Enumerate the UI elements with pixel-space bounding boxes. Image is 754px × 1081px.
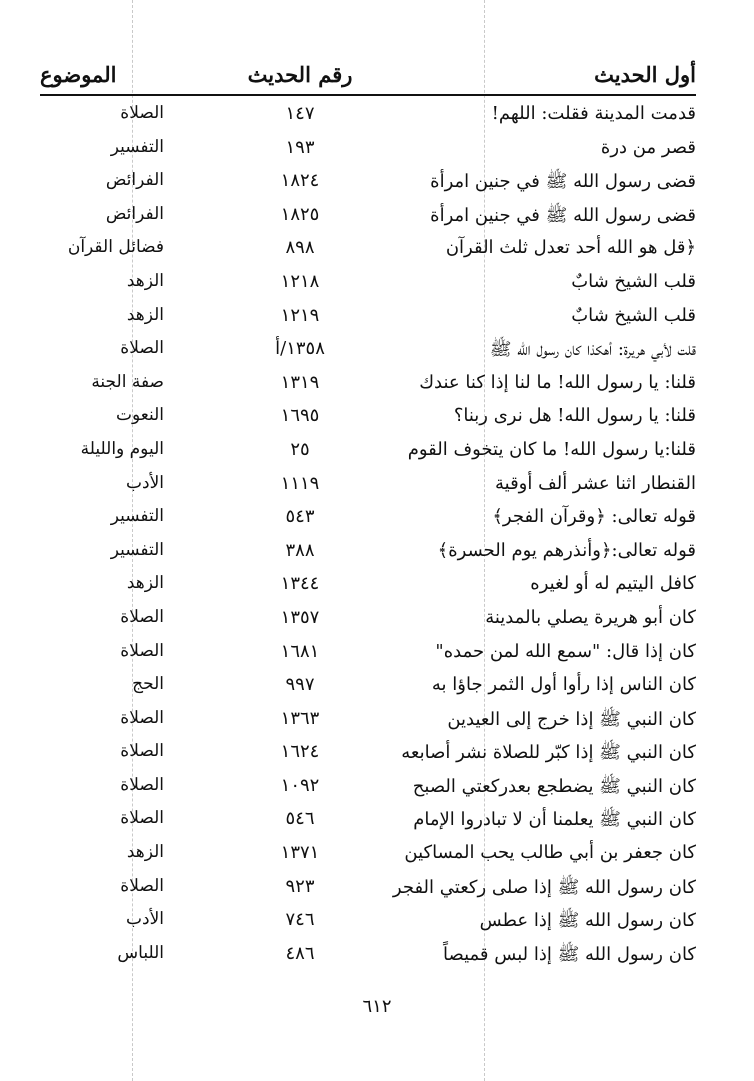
hadith-topic: الصلاة: [120, 606, 164, 627]
hadith-topic: الفرائض: [105, 203, 164, 224]
table-row: [30, 165, 724, 199]
hadith-topic: الصلاة: [120, 774, 164, 795]
hadith-topic: النعوت: [115, 405, 164, 426]
hadith-topic: الصلاة: [120, 808, 164, 829]
hadith-beginning: كان الناس إذا رأوا أول الثمر جاؤا به: [431, 674, 696, 696]
header-divider: [40, 94, 696, 96]
hadith-topic: فضائل القرآن: [67, 237, 164, 258]
hadith-beginning: قضى رسول الله ﷺ في جنين امرأة: [430, 171, 696, 193]
hadith-beginning: كان رسول الله ﷺ إذا عطس: [479, 910, 696, 932]
hadith-beginning: كان إذا قال: "سمع الله لمن حمده": [435, 640, 696, 662]
hadith-beginning: قوله تعالى: ﴿وقرآن الفجر﴾: [492, 506, 696, 528]
hadith-topic: الصلاة: [120, 103, 164, 123]
hadith-topic: الفرائض: [105, 170, 164, 191]
hadith-beginning: قلب الشيخ شابٌ: [571, 270, 696, 292]
hadith-number: ١٣٦٣: [280, 707, 320, 729]
hadith-beginning: قلنا: يا رسول الله! هل نرى ربنا؟: [453, 405, 696, 427]
header-hadith-number: رقم الحديث: [247, 62, 353, 87]
table-row: [30, 232, 724, 266]
hadith-topic: الزهد: [126, 573, 164, 594]
header-hadith-beginning: أول الحديث: [594, 62, 696, 87]
hadith-number: ٥٤٦: [285, 808, 315, 830]
hadith-number: ١٦٢٤: [280, 741, 320, 763]
hadith-beginning: كان النبي ﷺ إذا كبّر للصلاة نشر أصابعه: [401, 742, 696, 764]
hadith-beginning: كان أبو هريرة يصلي بالمدينة: [485, 606, 696, 628]
index-table: [30, 98, 724, 971]
hadith-number: ١٣١٩: [280, 371, 320, 393]
table-row: [30, 871, 724, 905]
hadith-number: ١٣٧١: [280, 842, 320, 864]
header-topic: الموضوع: [40, 62, 117, 87]
hadith-beginning: قضى رسول الله ﷺ في جنين امرأة: [430, 204, 696, 226]
table-row: [30, 468, 724, 502]
hadith-topic: الزهد: [126, 842, 164, 863]
table-row: [30, 400, 724, 434]
hadith-topic: الصلاة: [120, 707, 164, 728]
hadith-number: ١٦٩٥: [280, 405, 320, 427]
hadith-number: ٥٤٣: [285, 506, 315, 528]
table-row: [30, 367, 724, 401]
table-row: [30, 669, 724, 703]
table-row: [30, 803, 724, 837]
hadith-topic: التفسير: [110, 136, 164, 157]
hadith-beginning: القنطار اثنا عشر ألف أوقية: [494, 472, 696, 494]
hadith-number: ١٨٢٥: [280, 203, 320, 225]
hadith-number: ٤٨٦: [285, 942, 315, 964]
table-row: [30, 602, 724, 636]
hadith-beginning: قلنا: يا رسول الله! ما لنا إذا كنا عندك: [419, 371, 696, 393]
hadith-topic: اللباس: [117, 942, 164, 963]
table-row: [30, 132, 724, 166]
hadith-topic: الصلاة: [120, 875, 164, 896]
hadith-number: ٩٢٣: [285, 875, 315, 897]
hadith-beginning: قوله تعالى:﴿وأنذرهم يوم الحسرة﴾: [437, 539, 696, 561]
hadith-number: ٨٩٨: [285, 237, 315, 259]
hadith-number: ١٩٣: [285, 136, 315, 158]
hadith-beginning: كان رسول الله ﷺ إذا لبس قميصاً: [442, 943, 696, 965]
table-row: [30, 199, 724, 233]
hadith-topic: اليوم والليلة: [80, 438, 164, 459]
hadith-topic: الحج: [132, 674, 164, 695]
hadith-number: ١٣٥٨/أ: [275, 338, 325, 360]
hadith-number: ٧٤٦: [285, 909, 315, 931]
hadith-number: ٣٨٨: [285, 539, 315, 561]
hadith-beginning: كافل اليتيم له أو لغيره: [530, 573, 696, 595]
hadith-beginning: قلب الشيخ شابٌ: [571, 304, 696, 326]
hadith-beginning: كان جعفر بن أبي طالب يحب المساكين: [404, 842, 696, 864]
hadith-topic: التفسير: [110, 506, 164, 527]
hadith-beginning: قلنا:يا رسول الله! ما كان يتخوف القوم: [407, 438, 696, 460]
table-row: [30, 98, 724, 132]
hadith-topic: الأدب: [126, 472, 164, 493]
table-row: [30, 938, 724, 972]
hadith-topic: الأدب: [126, 909, 164, 930]
table-row: [30, 736, 724, 770]
hadith-beginning: كان النبي ﷺ إذا خرج إلى العيدين: [447, 708, 696, 730]
table-row: [30, 904, 724, 938]
hadith-number: ٩٩٧: [285, 674, 315, 696]
hadith-number: ١٦٨١: [280, 640, 320, 662]
hadith-topic: الصلاة: [120, 338, 164, 359]
hadith-topic: الصلاة: [120, 741, 164, 762]
table-row: [30, 300, 724, 334]
hadith-number: ١٨٢٤: [280, 170, 320, 192]
hadith-number: ١٤٧: [285, 103, 315, 124]
table-row: [30, 770, 724, 804]
hadith-topic: الزهد: [126, 304, 164, 325]
hadith-topic: صفة الجنة: [91, 371, 164, 392]
table-row: [30, 535, 724, 569]
table-row: [30, 837, 724, 871]
page-number: ٦١٢: [362, 996, 392, 1017]
hadith-topic: التفسير: [110, 539, 164, 560]
hadith-beginning: قدمت المدينة فقلت: اللهم!: [491, 103, 696, 124]
hadith-topic: الزهد: [126, 270, 164, 291]
table-row: [30, 333, 724, 367]
table-row: [30, 568, 724, 602]
table-row: [30, 434, 724, 468]
table-row: [30, 501, 724, 535]
hadith-beginning: قصر من درة: [600, 136, 696, 158]
table-header: [30, 62, 724, 88]
hadith-number: ١٣٥٧: [280, 606, 320, 628]
hadith-beginning: كان النبي ﷺ يضطجع بعدركعتي الصبح: [412, 775, 696, 797]
hadith-number: ١٢١٨: [280, 270, 320, 292]
hadith-topic: الصلاة: [120, 640, 164, 661]
hadith-number: ١١١٩: [280, 472, 320, 494]
table-row: [30, 636, 724, 670]
hadith-number: ٢٥: [290, 438, 310, 460]
hadith-number: ١٠٩٢: [280, 774, 320, 796]
hadith-beginning: كان رسول الله ﷺ إذا صلى ركعتي الفجر: [392, 876, 696, 898]
table-row: [30, 266, 724, 300]
hadith-number: ١٢١٩: [280, 304, 320, 326]
hadith-beginning: كان النبي ﷺ يعلمنا أن لا تبادروا الإمام: [413, 809, 696, 831]
hadith-beginning: ﴿قل هو الله أحد تعدل ثلث القرآن: [445, 237, 696, 259]
hadith-beginning: قلت لأبي هريرة: أهكذا كان رسول الله ﷺ: [489, 339, 696, 361]
hadith-number: ١٣٤٤: [280, 573, 320, 595]
table-row: [30, 703, 724, 737]
